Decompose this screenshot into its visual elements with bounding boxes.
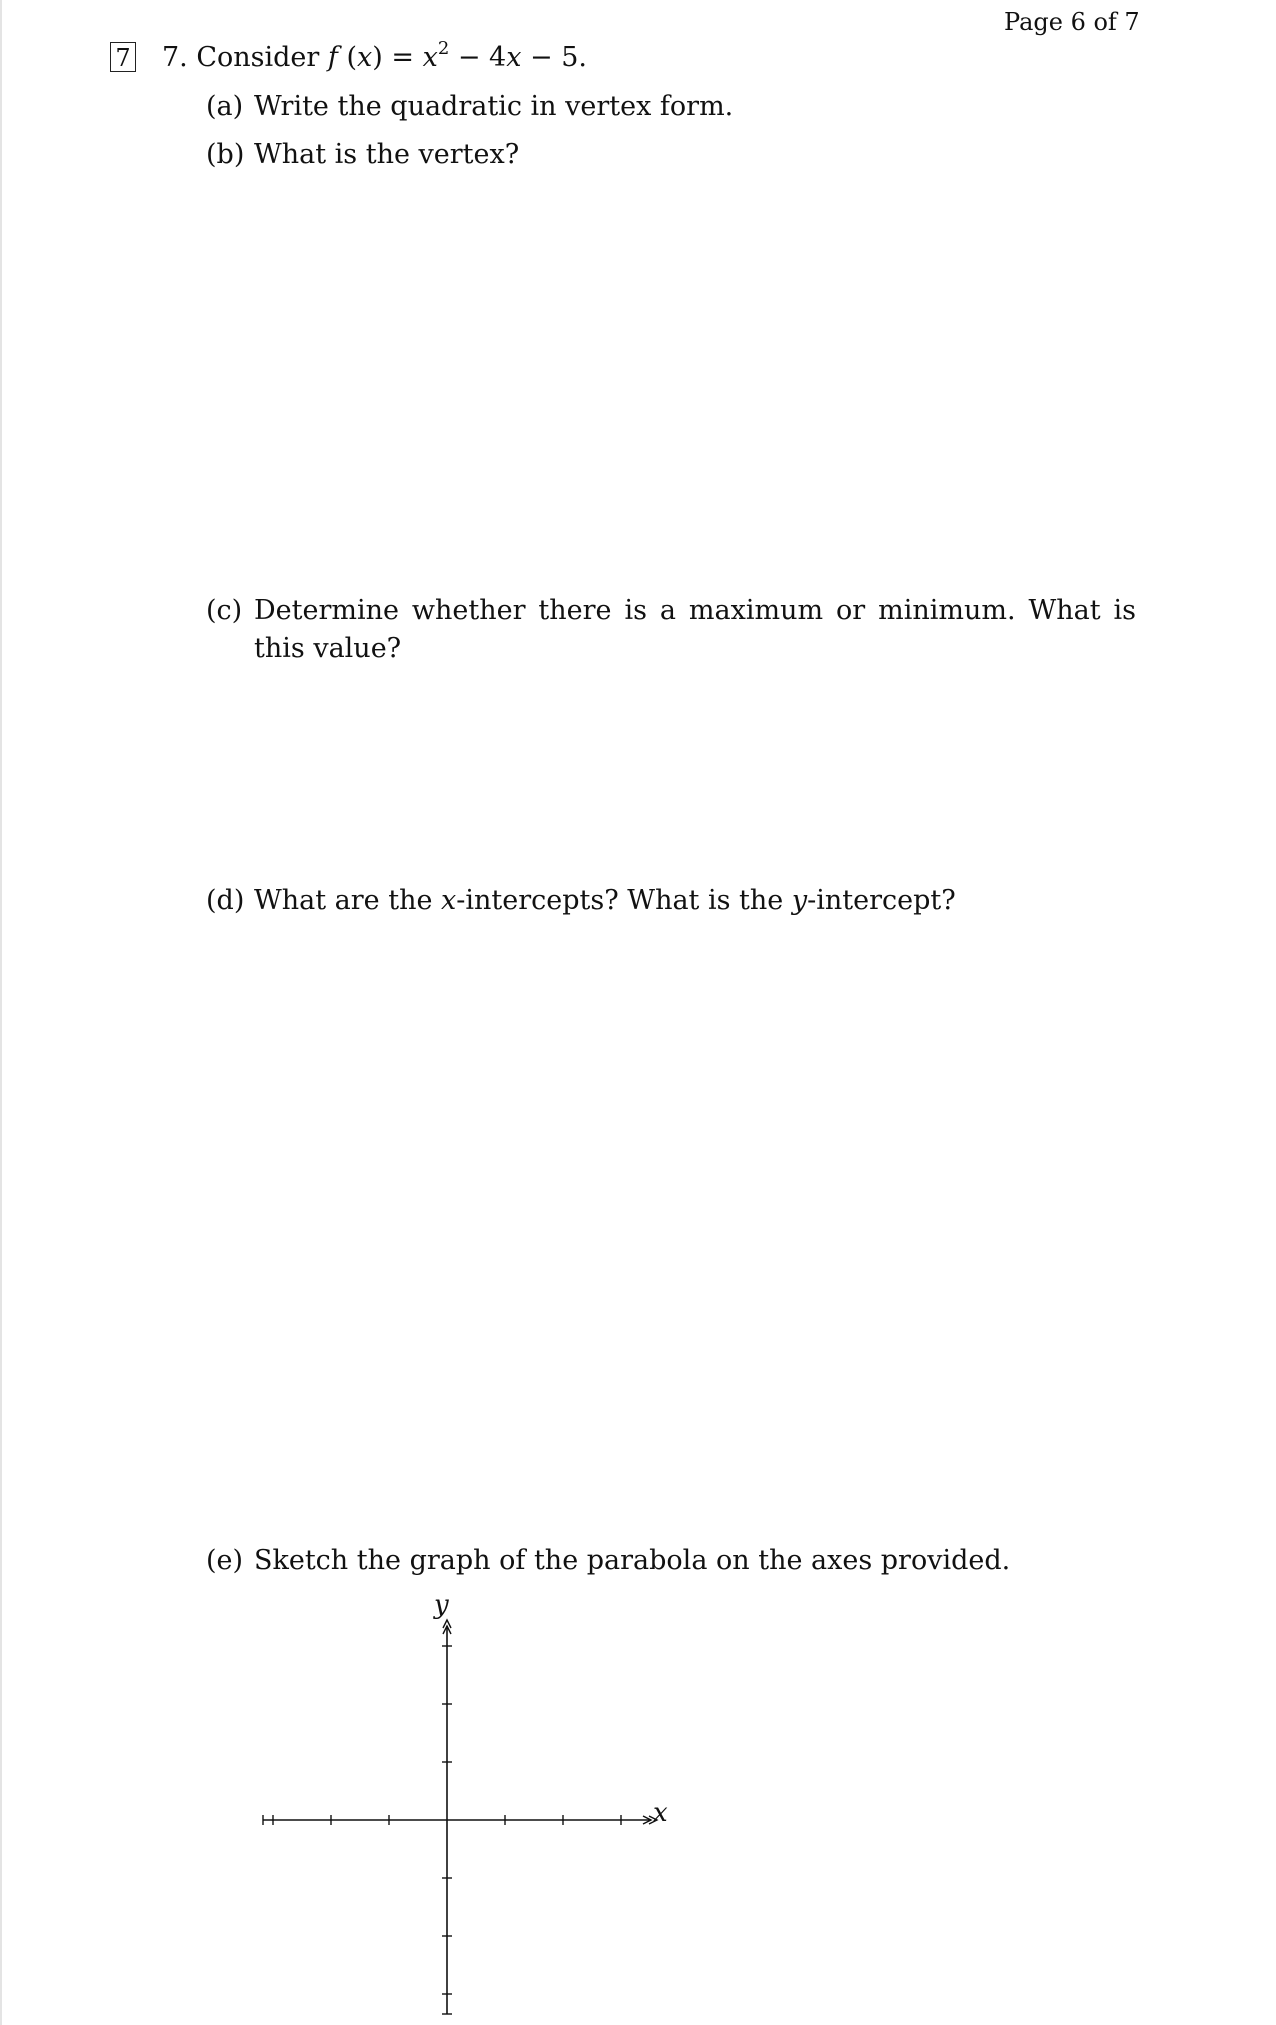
part-c (206, 592, 1136, 672)
part-e-text: Sketch the graph of the parabola on the axes provided. (254, 1545, 1011, 1576)
part-d-text (254, 882, 956, 920)
part-b-label: (b) (206, 139, 245, 170)
stem-prefix: 7. Consider (162, 42, 328, 73)
stem-open-paren: ( (337, 42, 358, 73)
part-c-label: (c) (206, 595, 243, 626)
page-edge-rule (0, 0, 2, 2025)
stem-exponent: 2 (437, 38, 450, 59)
part-e (206, 1542, 1136, 1582)
part-a-label: (a) (206, 91, 244, 122)
part-d-var-x: x (441, 885, 457, 916)
stem-x-squared: x (422, 42, 438, 73)
part-e-label: (e) (206, 1545, 244, 1576)
part-d-text-3: -intercept? (807, 885, 956, 916)
x-axis-label: x (653, 1798, 668, 1828)
axes-drawing (240, 1580, 700, 2020)
question-stem (162, 38, 587, 73)
part-d-var-y: y (791, 885, 808, 916)
part-b-text: What is the vertex? (254, 139, 520, 170)
part-d-text-2: -intercepts? What is the (456, 885, 792, 916)
points-box: 7 (110, 42, 136, 72)
stem-function-name: f (327, 42, 338, 73)
part-d (206, 882, 1136, 922)
page-number: Page 6 of 7 (1004, 8, 1140, 36)
stem-variable: x (357, 42, 373, 73)
part-a (206, 88, 1136, 128)
coordinate-axes (240, 1580, 700, 2020)
stem-minus-four: − 4 (449, 42, 507, 73)
stem-tail: − 5. (521, 42, 588, 73)
y-axis-label: y (434, 1590, 449, 1620)
part-b (206, 136, 1136, 176)
part-d-label: (d) (206, 885, 245, 916)
stem-equals: ) = (372, 42, 423, 73)
part-c-text: Determine whether there is a maximum or minimum. What is this value? (254, 595, 1136, 664)
part-a-text: Write the quadratic in vertex form. (254, 91, 734, 122)
stem-x-linear: x (506, 42, 522, 73)
part-d-text-1: What are the (254, 885, 442, 916)
